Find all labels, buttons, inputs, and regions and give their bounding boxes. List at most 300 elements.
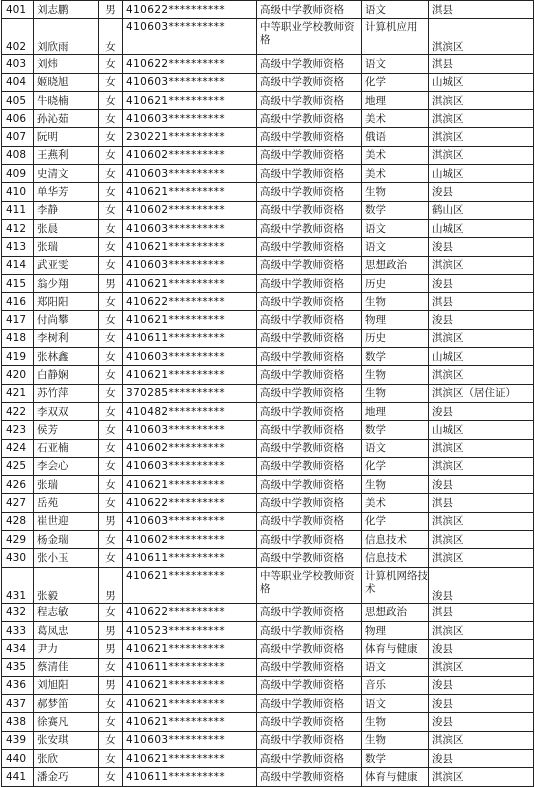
cell-region: 山城区	[429, 219, 534, 237]
cell-qualification: 高级中学教师资格	[257, 731, 362, 749]
cell-region: 淇滨区	[429, 549, 534, 567]
cell-id-number: 410603**********	[123, 110, 257, 128]
cell-number: 424	[2, 439, 34, 457]
cell-gender: 女	[99, 128, 123, 146]
table-row	[2, 658, 534, 676]
cell-region: 淇县	[429, 494, 534, 512]
cell-number: 431	[2, 567, 34, 603]
cell-qualification: 高级中学教师资格	[257, 146, 362, 164]
cell-gender: 女	[99, 110, 123, 128]
cell-name: 潘金巧	[34, 768, 99, 786]
cell-number: 407	[2, 128, 34, 146]
cell-qualification: 中等职业学校教师资格	[257, 19, 362, 55]
table-row	[2, 110, 534, 128]
cell-id-number: 410603**********	[123, 348, 257, 366]
cell-qualification: 高级中学教师资格	[257, 531, 362, 549]
table-row	[2, 439, 534, 457]
cell-gender: 女	[99, 384, 123, 402]
cell-subject: 美术	[362, 494, 429, 512]
cell-subject: 生物	[362, 384, 429, 402]
cell-number: 425	[2, 457, 34, 475]
cell-gender: 女	[99, 457, 123, 475]
cell-number: 432	[2, 603, 34, 621]
cell-number: 438	[2, 713, 34, 731]
cell-gender: 女	[99, 658, 123, 676]
cell-qualification: 高级中学教师资格	[257, 311, 362, 329]
cell-gender: 女	[99, 731, 123, 749]
cell-name: 苏竹萍	[34, 384, 99, 402]
cell-number: 403	[2, 55, 34, 73]
cell-number: 439	[2, 731, 34, 749]
cell-qualification: 高级中学教师资格	[257, 219, 362, 237]
cell-subject: 语文	[362, 238, 429, 256]
table-row	[2, 73, 534, 91]
cell-region: 浚县	[429, 640, 534, 658]
cell-id-number: 410602**********	[123, 201, 257, 219]
cell-qualification: 高级中学教师资格	[257, 329, 362, 347]
table-row	[2, 494, 534, 512]
table-row	[2, 531, 534, 549]
cell-subject: 物理	[362, 621, 429, 639]
cell-gender: 女	[99, 183, 123, 201]
cell-gender: 男	[99, 512, 123, 530]
table-row	[2, 183, 534, 201]
cell-qualification: 高级中学教师资格	[257, 183, 362, 201]
cell-id-number: 410602**********	[123, 146, 257, 164]
cell-subject: 信息技术	[362, 549, 429, 567]
cell-qualification: 高级中学教师资格	[257, 457, 362, 475]
cell-subject: 体育与健康	[362, 768, 429, 786]
cell-name: 崔世迎	[34, 512, 99, 530]
table-row	[2, 55, 534, 73]
cell-gender: 女	[99, 55, 123, 73]
cell-name: 岳苑	[34, 494, 99, 512]
cell-region: 浚县	[429, 311, 534, 329]
cell-id-number: 410622**********	[123, 494, 257, 512]
cell-subject: 历史	[362, 274, 429, 292]
table-body	[2, 1, 534, 787]
cell-name: 李树利	[34, 329, 99, 347]
cell-id-number: 410621**********	[123, 91, 257, 109]
teacher-qualification-table	[1, 0, 534, 787]
cell-name: 刘炜	[34, 55, 99, 73]
cell-region: 山城区	[429, 421, 534, 439]
table-row	[2, 457, 534, 475]
cell-name: 孙沁茹	[34, 110, 99, 128]
cell-subject: 数学	[362, 348, 429, 366]
cell-number: 413	[2, 238, 34, 256]
cell-gender: 女	[99, 695, 123, 713]
cell-qualification: 高级中学教师资格	[257, 293, 362, 311]
cell-subject: 生物	[362, 366, 429, 384]
cell-region: 淇滨区	[429, 256, 534, 274]
table-row	[2, 91, 534, 109]
cell-number: 441	[2, 768, 34, 786]
cell-id-number: 410603**********	[123, 421, 257, 439]
cell-id-number: 410622**********	[123, 603, 257, 621]
cell-qualification: 高级中学教师资格	[257, 91, 362, 109]
cell-id-number: 370285**********	[123, 384, 257, 402]
cell-gender: 女	[99, 366, 123, 384]
cell-qualification: 高级中学教师资格	[257, 640, 362, 658]
cell-number: 426	[2, 476, 34, 494]
cell-region: 淇县	[429, 1, 534, 19]
cell-gender: 女	[99, 201, 123, 219]
cell-id-number: 410602**********	[123, 439, 257, 457]
cell-name: 李静	[34, 201, 99, 219]
cell-number: 416	[2, 293, 34, 311]
cell-qualification: 高级中学教师资格	[257, 238, 362, 256]
cell-name: 白静娴	[34, 366, 99, 384]
cell-name: 郑阳阳	[34, 293, 99, 311]
cell-region: 浚县	[429, 183, 534, 201]
cell-id-number: 410611**********	[123, 329, 257, 347]
cell-region: 淇滨区	[429, 658, 534, 676]
cell-qualification: 高级中学教师资格	[257, 384, 362, 402]
cell-qualification: 高级中学教师资格	[257, 749, 362, 767]
cell-qualification: 高级中学教师资格	[257, 713, 362, 731]
table-row	[2, 384, 534, 402]
cell-region: 淇滨区	[429, 366, 534, 384]
table-row	[2, 256, 534, 274]
cell-gender: 女	[99, 348, 123, 366]
cell-gender: 女	[99, 402, 123, 420]
cell-gender: 女	[99, 421, 123, 439]
cell-region: 淇县	[429, 55, 534, 73]
cell-qualification: 高级中学教师资格	[257, 348, 362, 366]
cell-id-number: 410621**********	[123, 238, 257, 256]
cell-name: 张晨	[34, 219, 99, 237]
cell-qualification: 高级中学教师资格	[257, 494, 362, 512]
cell-subject: 语文	[362, 55, 429, 73]
cell-name: 葛凤忠	[34, 621, 99, 639]
cell-id-number: 410621**********	[123, 183, 257, 201]
cell-subject: 语文	[362, 695, 429, 713]
table-row	[2, 676, 534, 694]
table-row	[2, 640, 534, 658]
cell-gender: 男	[99, 567, 123, 603]
cell-gender: 女	[99, 603, 123, 621]
cell-qualification: 高级中学教师资格	[257, 1, 362, 19]
cell-gender: 女	[99, 713, 123, 731]
cell-id-number: 410621**********	[123, 695, 257, 713]
table-row	[2, 621, 534, 639]
cell-number: 412	[2, 219, 34, 237]
table-row	[2, 219, 534, 237]
cell-region: 浚县	[429, 274, 534, 292]
cell-region: 淇滨区	[429, 146, 534, 164]
cell-qualification: 高级中学教师资格	[257, 402, 362, 420]
cell-number: 402	[2, 19, 34, 55]
cell-name: 程志敏	[34, 603, 99, 621]
cell-region: 淇县	[429, 603, 534, 621]
cell-id-number: 410621**********	[123, 476, 257, 494]
cell-qualification: 高级中学教师资格	[257, 768, 362, 786]
cell-subject: 语文	[362, 219, 429, 237]
cell-subject: 音乐	[362, 676, 429, 694]
cell-number: 434	[2, 640, 34, 658]
cell-region: 浚县	[429, 402, 534, 420]
cell-qualification: 高级中学教师资格	[257, 73, 362, 91]
cell-subject: 生物	[362, 183, 429, 201]
cell-id-number: 410622**********	[123, 55, 257, 73]
cell-gender: 女	[99, 549, 123, 567]
cell-id-number: 410621**********	[123, 713, 257, 731]
cell-name: 李双双	[34, 402, 99, 420]
cell-qualification: 高级中学教师资格	[257, 439, 362, 457]
cell-name: 郝梦笛	[34, 695, 99, 713]
cell-id-number: 410603**********	[123, 731, 257, 749]
cell-region: 浚县	[429, 695, 534, 713]
cell-name: 徐赛凡	[34, 713, 99, 731]
table-row	[2, 165, 534, 183]
cell-number: 408	[2, 146, 34, 164]
cell-id-number: 410603**********	[123, 19, 257, 55]
cell-qualification: 高级中学教师资格	[257, 201, 362, 219]
cell-id-number: 410523**********	[123, 621, 257, 639]
cell-gender: 男	[99, 274, 123, 292]
cell-id-number: 410621**********	[123, 274, 257, 292]
cell-name: 李会心	[34, 457, 99, 475]
cell-qualification: 高级中学教师资格	[257, 421, 362, 439]
cell-number: 421	[2, 384, 34, 402]
cell-id-number: 410603**********	[123, 73, 257, 91]
cell-qualification: 高级中学教师资格	[257, 476, 362, 494]
cell-number: 427	[2, 494, 34, 512]
cell-id-number: 410621**********	[123, 640, 257, 658]
cell-number: 428	[2, 512, 34, 530]
table-row	[2, 201, 534, 219]
cell-gender: 女	[99, 293, 123, 311]
cell-region: 淇滨区	[429, 110, 534, 128]
cell-id-number: 410621**********	[123, 567, 257, 603]
cell-subject: 思想政治	[362, 256, 429, 274]
cell-subject: 化学	[362, 512, 429, 530]
cell-name: 史清文	[34, 165, 99, 183]
table-row	[2, 329, 534, 347]
cell-region: 淇滨区	[429, 329, 534, 347]
cell-qualification: 高级中学教师资格	[257, 165, 362, 183]
cell-name: 姬晓旭	[34, 73, 99, 91]
cell-qualification: 高级中学教师资格	[257, 549, 362, 567]
cell-number: 415	[2, 274, 34, 292]
table-row	[2, 512, 534, 530]
cell-region: 淇滨区	[429, 19, 534, 55]
cell-gender: 女	[99, 494, 123, 512]
cell-gender: 男	[99, 676, 123, 694]
cell-name: 张毅	[34, 567, 99, 603]
cell-id-number: 230221**********	[123, 128, 257, 146]
cell-region: 浚县	[429, 567, 534, 603]
cell-name: 石亚楠	[34, 439, 99, 457]
cell-region: 山城区	[429, 73, 534, 91]
cell-qualification: 高级中学教师资格	[257, 603, 362, 621]
table-row	[2, 146, 534, 164]
cell-number: 437	[2, 695, 34, 713]
cell-name: 王燕利	[34, 146, 99, 164]
cell-region: 淇滨区	[429, 457, 534, 475]
cell-region: 淇滨区	[429, 91, 534, 109]
table-row	[2, 567, 534, 603]
cell-subject: 生物	[362, 476, 429, 494]
cell-gender: 女	[99, 219, 123, 237]
cell-name: 单华芳	[34, 183, 99, 201]
cell-name: 杨金瑞	[34, 531, 99, 549]
cell-region: 淇滨区	[429, 439, 534, 457]
cell-number: 436	[2, 676, 34, 694]
cell-subject: 数学	[362, 421, 429, 439]
cell-name: 张瑞	[34, 238, 99, 256]
table-row	[2, 1, 534, 19]
cell-qualification: 高级中学教师资格	[257, 512, 362, 530]
cell-region: 淇滨区	[429, 512, 534, 530]
cell-gender: 女	[99, 73, 123, 91]
cell-region: 淇滨区	[429, 621, 534, 639]
cell-id-number: 410603**********	[123, 219, 257, 237]
table-row	[2, 768, 534, 786]
cell-number: 409	[2, 165, 34, 183]
cell-subject: 美术	[362, 110, 429, 128]
table-row	[2, 19, 534, 55]
cell-id-number: 410603**********	[123, 165, 257, 183]
cell-region: 浚县	[429, 713, 534, 731]
table-row	[2, 402, 534, 420]
cell-qualification: 高级中学教师资格	[257, 110, 362, 128]
cell-name: 刘旭阳	[34, 676, 99, 694]
cell-id-number: 410621**********	[123, 366, 257, 384]
cell-subject: 语文	[362, 658, 429, 676]
cell-gender: 女	[99, 165, 123, 183]
cell-number: 423	[2, 421, 34, 439]
cell-number: 404	[2, 73, 34, 91]
cell-region: 浚县	[429, 749, 534, 767]
cell-name: 刘欣雨	[34, 19, 99, 55]
cell-subject: 物理	[362, 311, 429, 329]
table-row	[2, 311, 534, 329]
cell-name: 张林鑫	[34, 348, 99, 366]
cell-qualification: 高级中学教师资格	[257, 366, 362, 384]
cell-id-number: 410482**********	[123, 402, 257, 420]
cell-id-number: 410602**********	[123, 531, 257, 549]
cell-name: 张欣	[34, 749, 99, 767]
cell-qualification: 高级中学教师资格	[257, 256, 362, 274]
cell-name: 武亚雯	[34, 256, 99, 274]
table-row	[2, 713, 534, 731]
cell-region: 淇县	[429, 293, 534, 311]
cell-gender: 女	[99, 238, 123, 256]
cell-name: 尹力	[34, 640, 99, 658]
cell-id-number: 410622**********	[123, 1, 257, 19]
cell-region: 浚县	[429, 238, 534, 256]
cell-gender: 女	[99, 439, 123, 457]
cell-region: 山城区	[429, 165, 534, 183]
cell-number: 433	[2, 621, 34, 639]
cell-subject: 地理	[362, 91, 429, 109]
cell-region: 山城区	[429, 348, 534, 366]
cell-subject: 信息技术	[362, 531, 429, 549]
cell-name: 翁少翔	[34, 274, 99, 292]
cell-gender: 女	[99, 531, 123, 549]
cell-subject: 计算机应用	[362, 19, 429, 55]
cell-qualification: 高级中学教师资格	[257, 128, 362, 146]
cell-qualification: 高级中学教师资格	[257, 695, 362, 713]
table-row	[2, 549, 534, 567]
table-row	[2, 695, 534, 713]
cell-number: 406	[2, 110, 34, 128]
table-row	[2, 238, 534, 256]
cell-number: 430	[2, 549, 34, 567]
cell-number: 422	[2, 402, 34, 420]
cell-region: 淇滨区	[429, 128, 534, 146]
cell-number: 414	[2, 256, 34, 274]
cell-region: 浚县	[429, 476, 534, 494]
cell-subject: 计算机网络技术	[362, 567, 429, 603]
cell-number: 411	[2, 201, 34, 219]
cell-subject: 化学	[362, 73, 429, 91]
cell-name: 张安琪	[34, 731, 99, 749]
cell-gender: 女	[99, 311, 123, 329]
cell-subject: 思想政治	[362, 603, 429, 621]
cell-name: 张小玉	[34, 549, 99, 567]
cell-gender: 女	[99, 749, 123, 767]
cell-number: 440	[2, 749, 34, 767]
cell-name: 侯芳	[34, 421, 99, 439]
cell-gender: 男	[99, 621, 123, 639]
cell-subject: 历史	[362, 329, 429, 347]
cell-name: 张瑞	[34, 476, 99, 494]
cell-qualification: 中等职业学校教师资格	[257, 567, 362, 603]
cell-name: 刘志鹏	[34, 1, 99, 19]
table-row	[2, 603, 534, 621]
cell-name: 付尚攀	[34, 311, 99, 329]
cell-subject: 生物	[362, 731, 429, 749]
table-row	[2, 348, 534, 366]
table-row	[2, 128, 534, 146]
table-row	[2, 293, 534, 311]
cell-qualification: 高级中学教师资格	[257, 621, 362, 639]
cell-number: 419	[2, 348, 34, 366]
cell-subject: 语文	[362, 1, 429, 19]
table-row	[2, 366, 534, 384]
cell-gender: 女	[99, 91, 123, 109]
cell-subject: 美术	[362, 146, 429, 164]
cell-gender: 女	[99, 146, 123, 164]
cell-subject: 数学	[362, 201, 429, 219]
cell-subject: 生物	[362, 713, 429, 731]
cell-id-number: 410603**********	[123, 457, 257, 475]
cell-gender: 男	[99, 640, 123, 658]
cell-region: 淇滨区	[429, 768, 534, 786]
cell-qualification: 高级中学教师资格	[257, 658, 362, 676]
cell-region: 淇滨区	[429, 531, 534, 549]
cell-id-number: 410621**********	[123, 676, 257, 694]
cell-gender: 女	[99, 768, 123, 786]
cell-id-number: 410611**********	[123, 658, 257, 676]
cell-id-number: 410622**********	[123, 293, 257, 311]
cell-subject: 俄语	[362, 128, 429, 146]
table-row	[2, 274, 534, 292]
cell-subject: 数学	[362, 749, 429, 767]
cell-subject: 地理	[362, 402, 429, 420]
cell-gender: 女	[99, 329, 123, 347]
cell-region: 淇滨区（居住证）	[429, 384, 534, 402]
cell-id-number: 410603**********	[123, 256, 257, 274]
cell-subject: 化学	[362, 457, 429, 475]
table-row	[2, 476, 534, 494]
cell-qualification: 高级中学教师资格	[257, 55, 362, 73]
cell-number: 418	[2, 329, 34, 347]
cell-qualification: 高级中学教师资格	[257, 274, 362, 292]
